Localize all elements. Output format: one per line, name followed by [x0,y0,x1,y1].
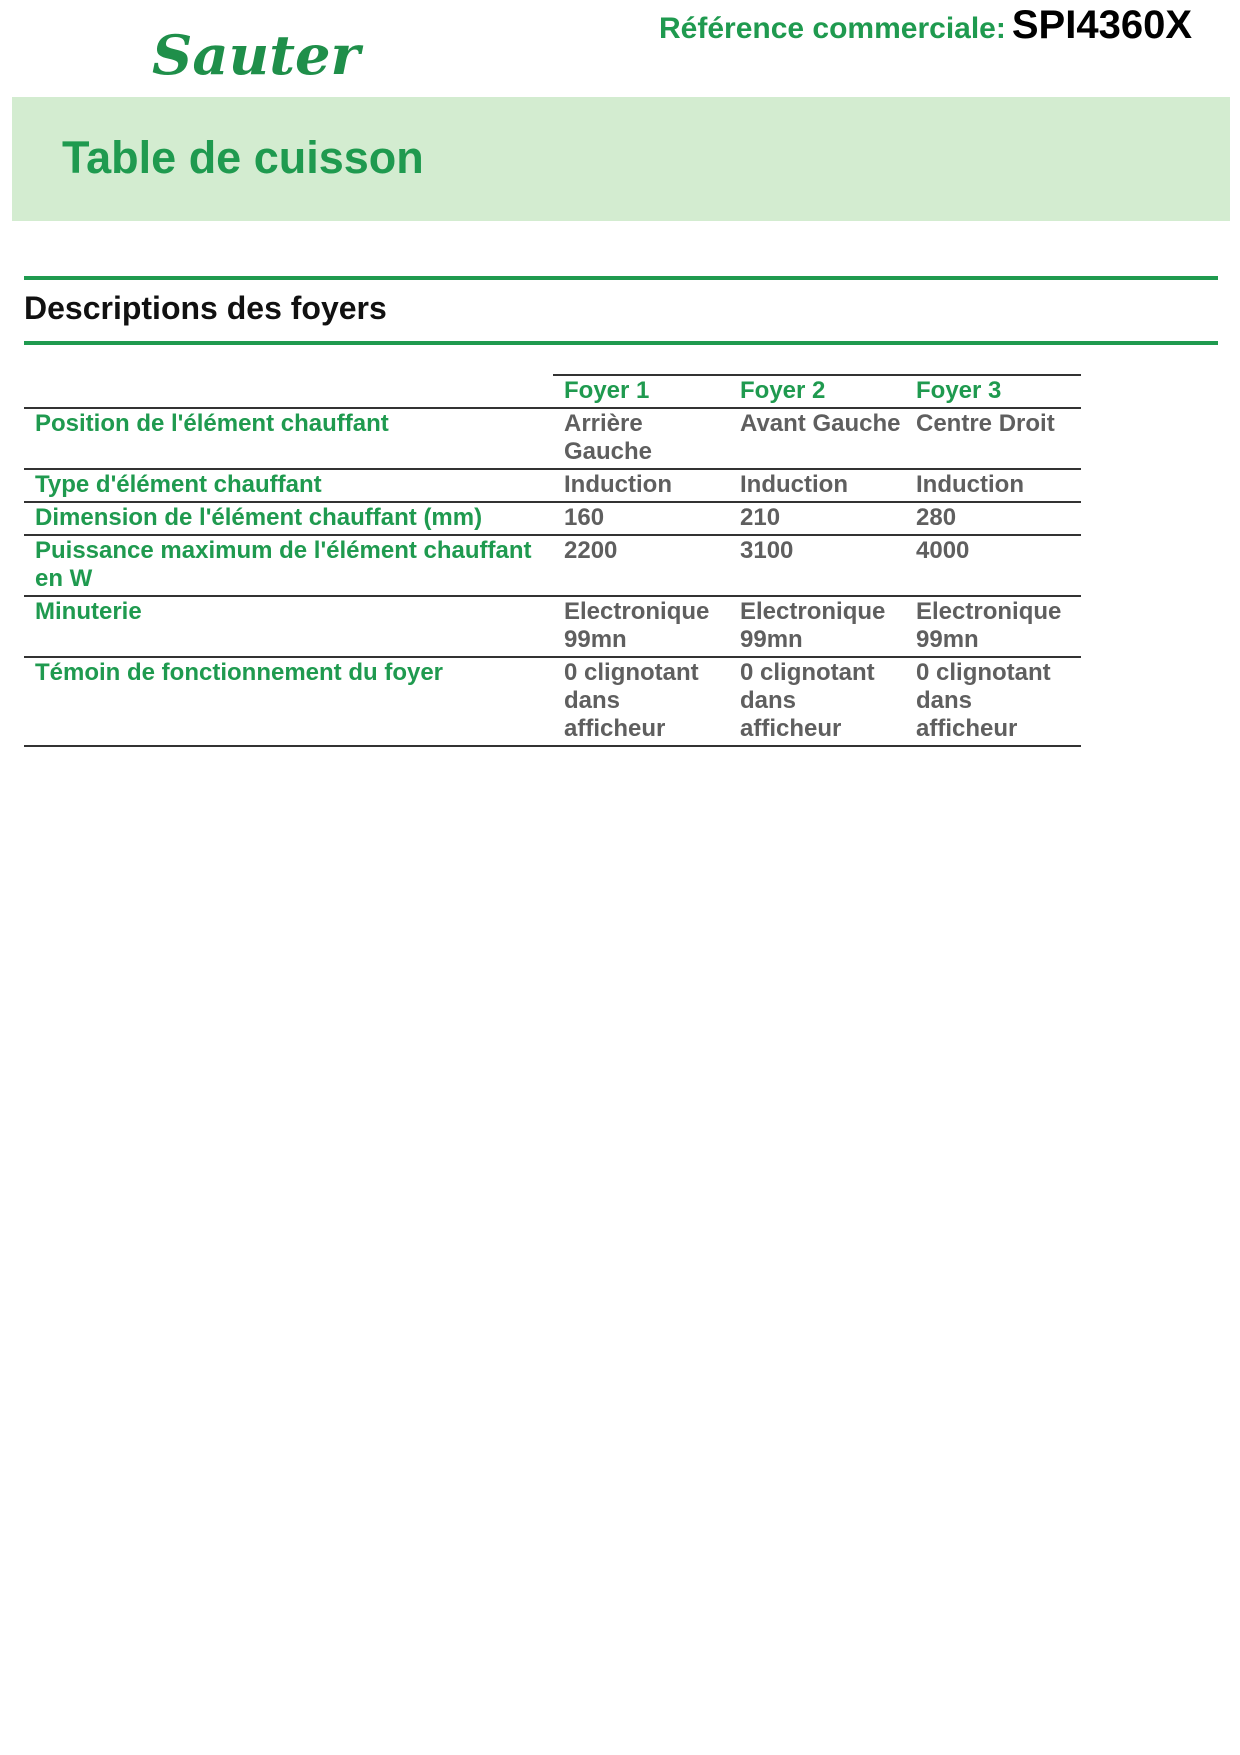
table-cell: 0 clignotant dans afficheur [729,657,905,746]
column-header-foyer-1: Foyer 1 [553,375,729,408]
table-cell: 4000 [905,535,1081,596]
brand-logo [150,26,366,84]
table-header-row [24,375,1081,408]
title-band [12,97,1230,221]
table-cell: Induction [905,469,1081,502]
table-cell: 210 [729,502,905,535]
row-label: Type d'élément chauffant [24,469,553,502]
row-label: Position de l'élément chauffant [24,408,553,469]
table-cell: Avant Gauche [729,408,905,469]
row-label: Témoin de fonctionnement du foyer [24,657,553,746]
table-cell: 0 clignotant dans afficheur [553,657,729,746]
table-cell: Induction [729,469,905,502]
section-rule-top [24,276,1218,280]
reference-label: Référence commerciale: [659,12,1006,45]
table-row-type [24,469,1081,502]
table-cell: Electronique 99mn [729,596,905,657]
table-cell: Electronique 99mn [905,596,1081,657]
table-cell: Arrière Gauche [553,408,729,469]
table-cell: 3100 [729,535,905,596]
row-label: Dimension de l'élément chauffant (mm) [24,502,553,535]
table-cell: 160 [553,502,729,535]
page-title: Table de cuisson [62,132,424,183]
row-label: Puissance maximum de l'élément chauffant en W [24,535,553,596]
header-blank-cell [24,375,553,408]
table-row-temoin [24,657,1081,746]
table-cell: 2200 [553,535,729,596]
column-header-foyer-2: Foyer 2 [729,375,905,408]
table-cell: 0 clignotant dans afficheur [905,657,1081,746]
sauter-logo-graphic [150,26,366,84]
section-rule-bottom [24,341,1218,345]
table-cell: Electronique 99mn [553,596,729,657]
section-title: Descriptions des foyers [24,290,387,326]
table-row-puissance [24,535,1081,596]
row-label: Minuterie [24,596,553,657]
table-row-dimension [24,502,1081,535]
table-cell: 280 [905,502,1081,535]
table-row-position [24,408,1081,469]
table-cell: Induction [553,469,729,502]
table-cell: Centre Droit [905,408,1081,469]
table-row-minuterie [24,596,1081,657]
foyers-table [24,374,1081,747]
commercial-reference [600,0,1192,59]
column-header-foyer-3: Foyer 3 [905,375,1081,408]
logo-wordmark: Sauter [152,26,364,84]
reference-value: SPI4360X [1011,3,1192,47]
